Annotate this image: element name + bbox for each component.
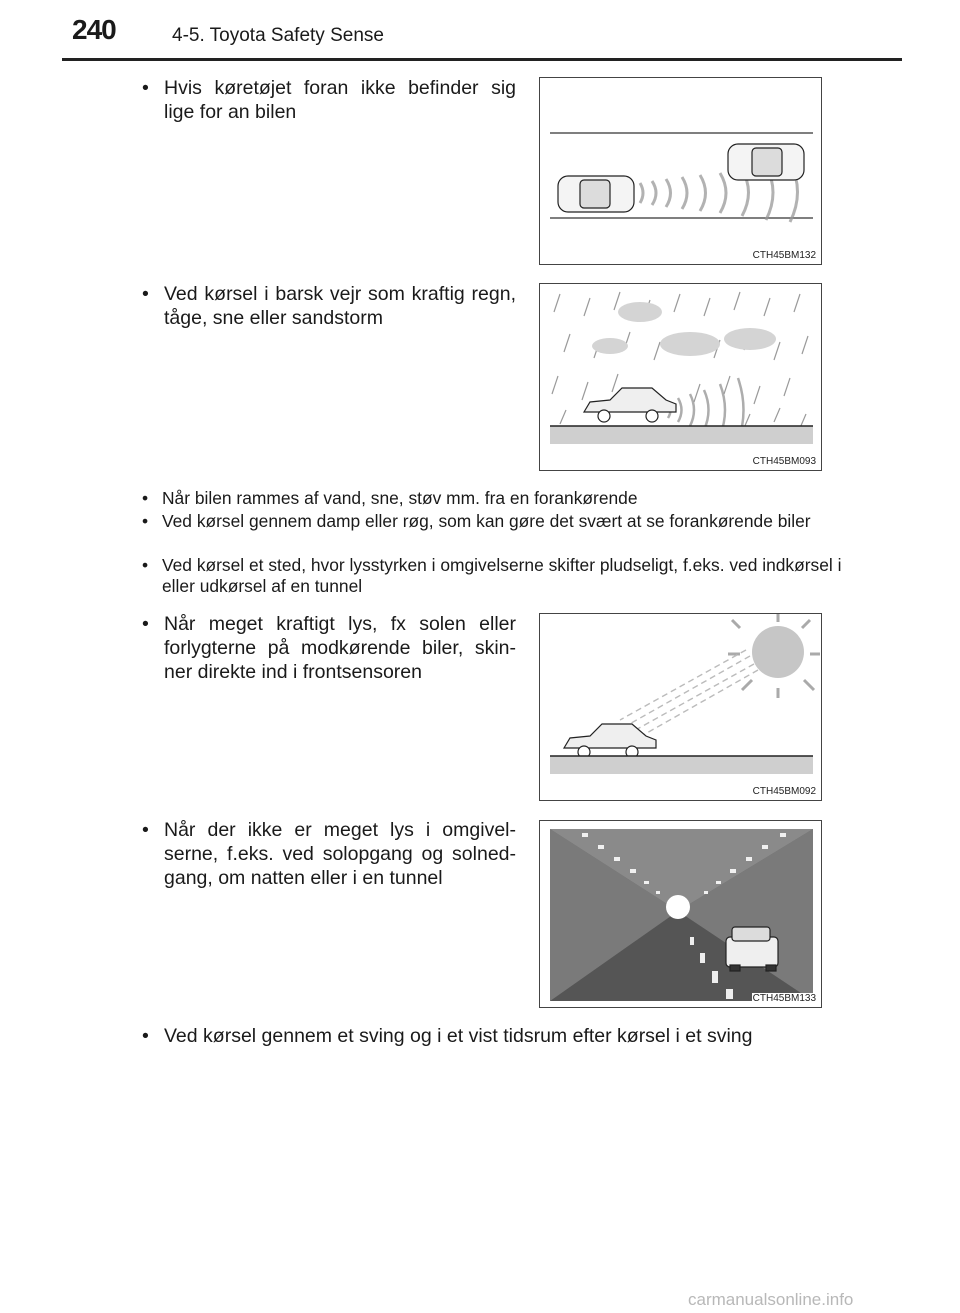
bullet-dot: •: [142, 613, 149, 635]
figure-code: CTH45BM092: [752, 786, 816, 797]
figure-code: CTH45BM093: [752, 456, 816, 467]
bullet-text: Ved kørsel i barsk vejr som kraftig regn, tåge, sne eller sandstorm: [164, 283, 516, 329]
bullet-text: Når bilen rammes af vand, sne, støv mm. fra en forankørende: [162, 488, 638, 508]
figure-bright-light: [539, 613, 822, 801]
bullet-item-final: [142, 1024, 842, 1048]
bullet-dot: •: [142, 511, 149, 531]
bullet-dot: •: [142, 488, 149, 508]
illustration-tunnel: [540, 821, 822, 1008]
illustration-sun-glare: [540, 614, 822, 801]
car-in-tunnel: [726, 927, 778, 971]
bullet-text: Ved kørsel et sted, hvor lysstyrken i omgivelserne skifter pludseligt, f.eks. ved indkørsel i eller udkørsel af en tunnel: [162, 555, 842, 596]
figure-code: CTH45BM132: [752, 250, 816, 261]
bullet-text: Når der ikke er meget lys i omgivel-serne, f.eks. ved solopgang og solned-gang, om natten eller i en tunnel: [164, 819, 516, 889]
bullet-item-1: [142, 76, 516, 124]
page-header: [62, 14, 902, 54]
figure-bad-weather: [539, 283, 822, 471]
small-bullet-2: [142, 511, 842, 532]
small-bullet-1: [142, 488, 842, 509]
car-in-glare: [564, 724, 656, 758]
car-in-rain: [584, 388, 676, 422]
figure-car-offset: [539, 77, 822, 265]
illustration-offset-vehicle: [540, 78, 822, 265]
bullet-dot: •: [142, 77, 149, 99]
bullet-text: Hvis køretøjet foran ikke befinder sig lige for an bilen: [164, 77, 516, 123]
bullet-text: Ved kørsel gennem damp eller røg, som kan gøre det svært at se forankørende biler: [162, 511, 811, 531]
figure-tunnel: [539, 820, 822, 1008]
small-bullet-3: [142, 555, 842, 597]
bullet-dot: •: [142, 1025, 149, 1047]
page-number: 240: [72, 14, 116, 45]
figure-code: CTH45BM133: [752, 993, 816, 1004]
bullet-dot: •: [142, 819, 149, 841]
bullet-item-4: [142, 818, 516, 890]
bullet-dot: •: [142, 283, 149, 305]
illustration-rain: [540, 284, 822, 471]
watermark: carmanualsonline.info: [688, 1290, 854, 1309]
bullet-text: Ved kørsel gennem et sving og i et vist tidsrum efter kørsel i et sving: [164, 1025, 753, 1047]
bullet-text: Når meget kraftigt lys, fx solen eller forlygterne på modkørende biler, skin-ner direkte ind i frontsensoren: [164, 613, 516, 683]
bullet-item-3: [142, 612, 516, 684]
own-car: [558, 176, 634, 212]
header-rule: [62, 58, 902, 61]
leading-car: [728, 144, 804, 180]
bullet-item-2: [142, 282, 516, 330]
section-title: 4-5. Toyota Safety Sense: [172, 25, 384, 46]
bullet-dot: •: [142, 555, 149, 575]
